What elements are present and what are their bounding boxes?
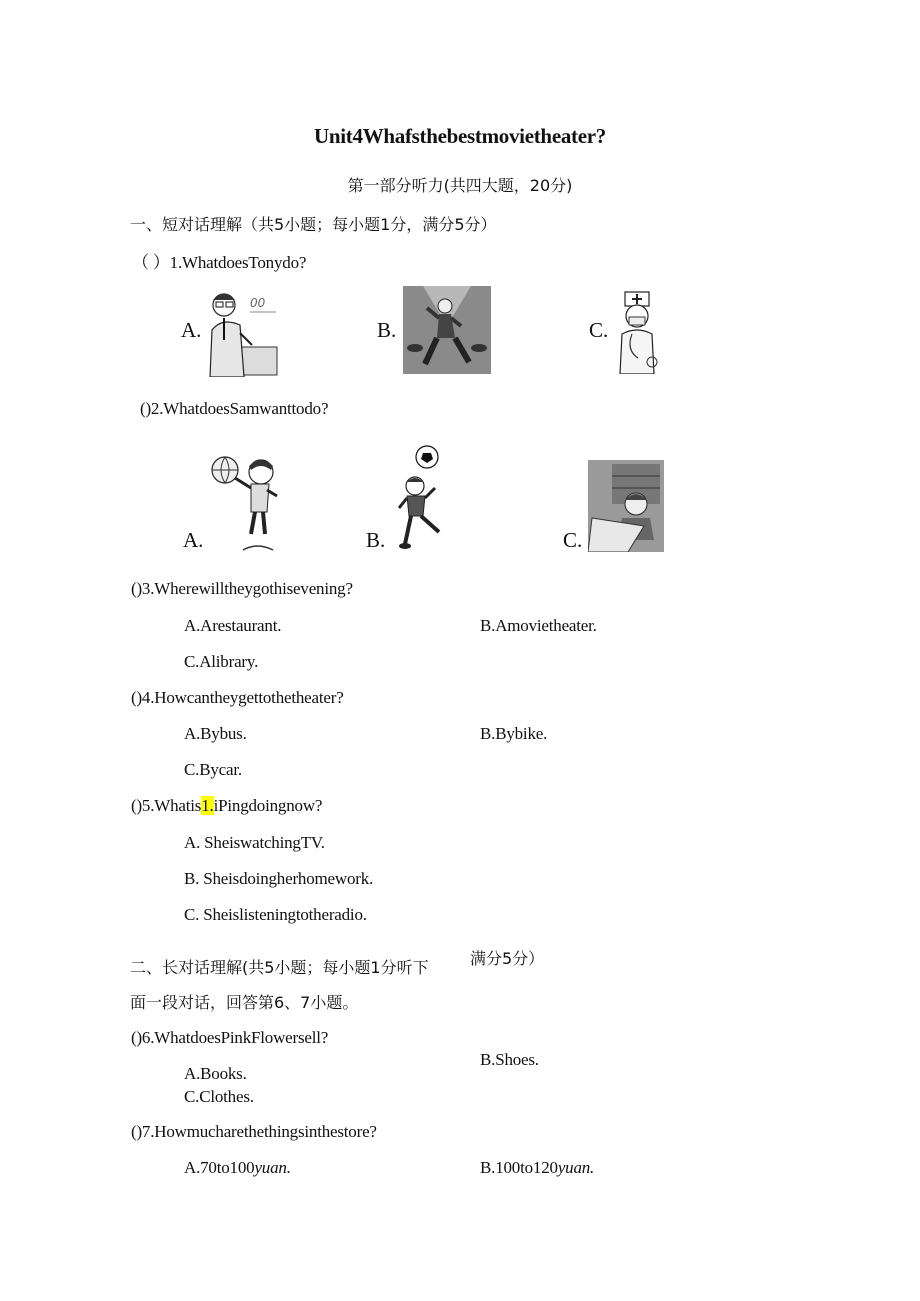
q7-option-b <box>480 1158 594 1178</box>
doctor-illustration <box>612 290 662 374</box>
question-7: ()7.Howmucharethethingsinthestore? <box>131 1122 377 1141</box>
question-4: ()4.Howcantheygettothetheater? <box>131 688 344 707</box>
q3-option-a: A.Arestaurant. <box>184 616 282 635</box>
q2-label-b: B. <box>366 528 386 552</box>
q2-label-a: A. <box>183 528 204 552</box>
teacher-illustration <box>200 285 280 377</box>
q4-option-b: B.Bybike. <box>480 724 548 743</box>
basketball-illustration <box>207 450 283 554</box>
section2-heading-line2: 面一段对话，回答第6、7小题。 <box>130 993 359 1012</box>
reading-illustration <box>588 460 664 552</box>
question-5-suffix: iPingdoingnow? <box>213 796 323 815</box>
question-3: ()3.Wherewilltheygothisevening? <box>131 579 353 598</box>
question-2: ()2.WhatdoesSamwanttodo? <box>140 399 329 418</box>
q7-option-a <box>184 1158 291 1178</box>
singer-illustration <box>403 286 491 374</box>
q3-option-b: B.Amovietheater. <box>480 616 597 635</box>
q2-label-c: C. <box>563 528 583 552</box>
question-6: ()6.WhatdoesPinkFlowersell? <box>131 1028 329 1047</box>
q5-option-b: B. Sheisdoingherhomework. <box>184 869 374 888</box>
q7-option-a-range: A.70to100 <box>184 1158 255 1177</box>
question-5-prefix: ()5.Whatis <box>131 796 202 815</box>
q1-label-a: A. <box>181 318 202 342</box>
q1-label-b: B. <box>377 318 397 342</box>
q1-label-c: C. <box>589 318 609 342</box>
q4-option-a: A.Bybus. <box>184 724 247 743</box>
q3-option-c: C.Alibrary. <box>184 652 259 671</box>
q7-option-b-range: B.100to120 <box>480 1158 558 1177</box>
q6-option-a: A.Books. <box>184 1064 247 1083</box>
section2-heading: 二、长对话理解(共5小题；每小题1分听下 <box>130 958 429 977</box>
highlight-marker: 1. <box>201 796 214 815</box>
section1-heading: 一、短对话理解（共5小题；每小题1分，满分5分） <box>130 215 497 234</box>
part-subtitle: 第一部分听力(共四大题，20分) <box>347 176 573 195</box>
q7-option-b-unit: yuan. <box>557 1158 595 1177</box>
q6-option-c: C.Clothes. <box>184 1087 254 1106</box>
q5-option-a: A. SheiswatchingTV. <box>184 833 325 852</box>
q6-option-b: B.Shoes. <box>480 1050 539 1069</box>
section2-heading-score: 满分5分） <box>470 949 545 968</box>
q5-option-c: C. Sheislisteningtotheradio. <box>184 905 367 924</box>
page-title: Unit4Whafsthebestmovietheater? <box>314 124 606 148</box>
svg-text:00: 00 <box>250 296 266 310</box>
question-5 <box>131 796 322 816</box>
football-illustration <box>393 444 449 552</box>
q4-option-c: C.Bycar. <box>184 760 242 779</box>
q7-option-a-unit: yuan. <box>254 1158 291 1177</box>
question-1: （ ）1.WhatdoesTonydo? <box>132 253 307 272</box>
